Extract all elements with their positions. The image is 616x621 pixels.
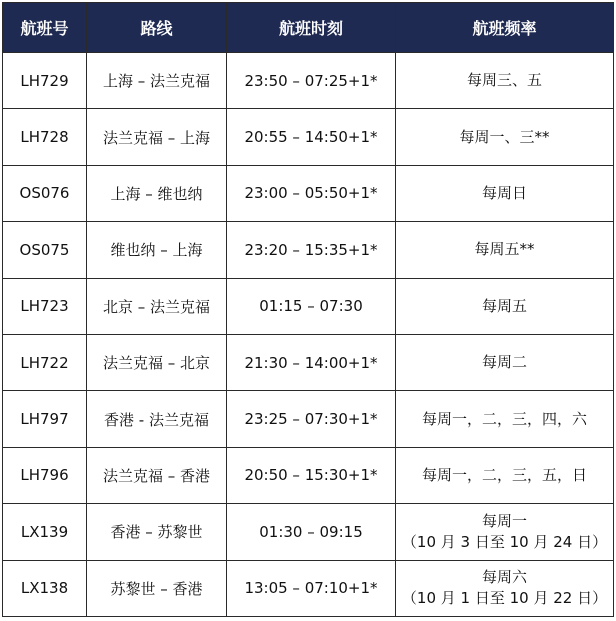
frequency-cell <box>396 165 614 221</box>
route-cell: 北京 – 法兰克福 <box>87 278 227 334</box>
frequency-cell <box>396 222 614 278</box>
table-row <box>3 109 614 165</box>
header-schedule: 航班时刻 <box>227 3 396 53</box>
flight-number-cell: LX138 <box>3 560 87 616</box>
route-cell: 法兰克福 – 上海 <box>87 109 227 165</box>
route-cell: 上海 – 法兰克福 <box>87 53 227 109</box>
table-body <box>3 53 614 617</box>
frequency-text: 每周一、三** <box>459 127 550 146</box>
route-cell: 法兰克福 – 北京 <box>87 334 227 390</box>
schedule-cell: 23:20 – 15:35+1* <box>227 222 396 278</box>
frequency-text: 每周一 <box>481 511 527 530</box>
schedule-cell: 20:50 – 15:30+1* <box>227 447 396 503</box>
route-cell: 法兰克福 – 香港 <box>87 447 227 503</box>
frequency-cell <box>396 391 614 447</box>
flight-number-cell: LH797 <box>3 391 87 447</box>
table-row <box>3 222 614 278</box>
schedule-cell: 23:25 – 07:30+1* <box>227 391 396 447</box>
schedule-cell: 13:05 – 07:10+1* <box>227 560 396 616</box>
route-cell: 苏黎世 – 香港 <box>87 560 227 616</box>
frequency-text: 每周五** <box>474 240 535 259</box>
schedule-cell: 01:15 – 07:30 <box>227 278 396 334</box>
schedule-cell: 23:50 – 07:25+1* <box>227 53 396 109</box>
flight-number-cell: LH722 <box>3 334 87 390</box>
header-route: 路线 <box>87 3 227 53</box>
route-cell: 香港 – 苏黎世 <box>87 504 227 560</box>
header-frequency: 航班频率 <box>396 3 614 53</box>
frequency-text: 每周三、五 <box>466 71 542 90</box>
frequency-cell <box>396 447 614 503</box>
table-row <box>3 53 614 109</box>
table-row <box>3 278 614 334</box>
header-flight-no: 航班号 <box>3 3 87 53</box>
frequency-text: 每周一，二，三，四，六 <box>421 409 587 428</box>
route-cell: 维也纳 – 上海 <box>87 222 227 278</box>
frequency-date-range: （10 月 3 日至 10 月 24 日） <box>401 532 608 551</box>
frequency-cell <box>396 278 614 334</box>
route-cell: 上海 – 维也纳 <box>87 165 227 221</box>
frequency-cell <box>396 334 614 390</box>
table-row <box>3 447 614 503</box>
frequency-cell <box>396 504 614 560</box>
frequency-cell <box>396 53 614 109</box>
flight-number-cell: OS075 <box>3 222 87 278</box>
header-row <box>3 3 614 53</box>
frequency-cell <box>396 560 614 616</box>
table-row <box>3 504 614 560</box>
schedule-cell: 23:00 – 05:50+1* <box>227 165 396 221</box>
table-header <box>3 3 614 53</box>
flight-number-cell: LH728 <box>3 109 87 165</box>
frequency-text: 每周二 <box>481 353 527 372</box>
flight-number-cell: LH729 <box>3 53 87 109</box>
flight-number-cell: LH723 <box>3 278 87 334</box>
flight-number-cell: LX139 <box>3 504 87 560</box>
frequency-date-range: （10 月 1 日至 10 月 22 日） <box>401 589 608 608</box>
schedule-cell: 21:30 – 14:00+1* <box>227 334 396 390</box>
flight-number-cell: OS076 <box>3 165 87 221</box>
frequency-text: 每周六 <box>481 568 527 587</box>
schedule-cell: 01:30 – 09:15 <box>227 504 396 560</box>
route-cell: 香港 - 法兰克福 <box>87 391 227 447</box>
table-row <box>3 334 614 390</box>
flight-schedule-table <box>2 2 614 617</box>
flight-number-cell: LH796 <box>3 447 87 503</box>
table-row <box>3 165 614 221</box>
table-row <box>3 391 614 447</box>
frequency-text: 每周一，二，三，五，日 <box>421 465 587 484</box>
schedule-cell: 20:55 – 14:50+1* <box>227 109 396 165</box>
frequency-text: 每周五 <box>481 296 527 315</box>
table-row <box>3 560 614 616</box>
frequency-cell <box>396 109 614 165</box>
frequency-text: 每周日 <box>481 183 527 202</box>
